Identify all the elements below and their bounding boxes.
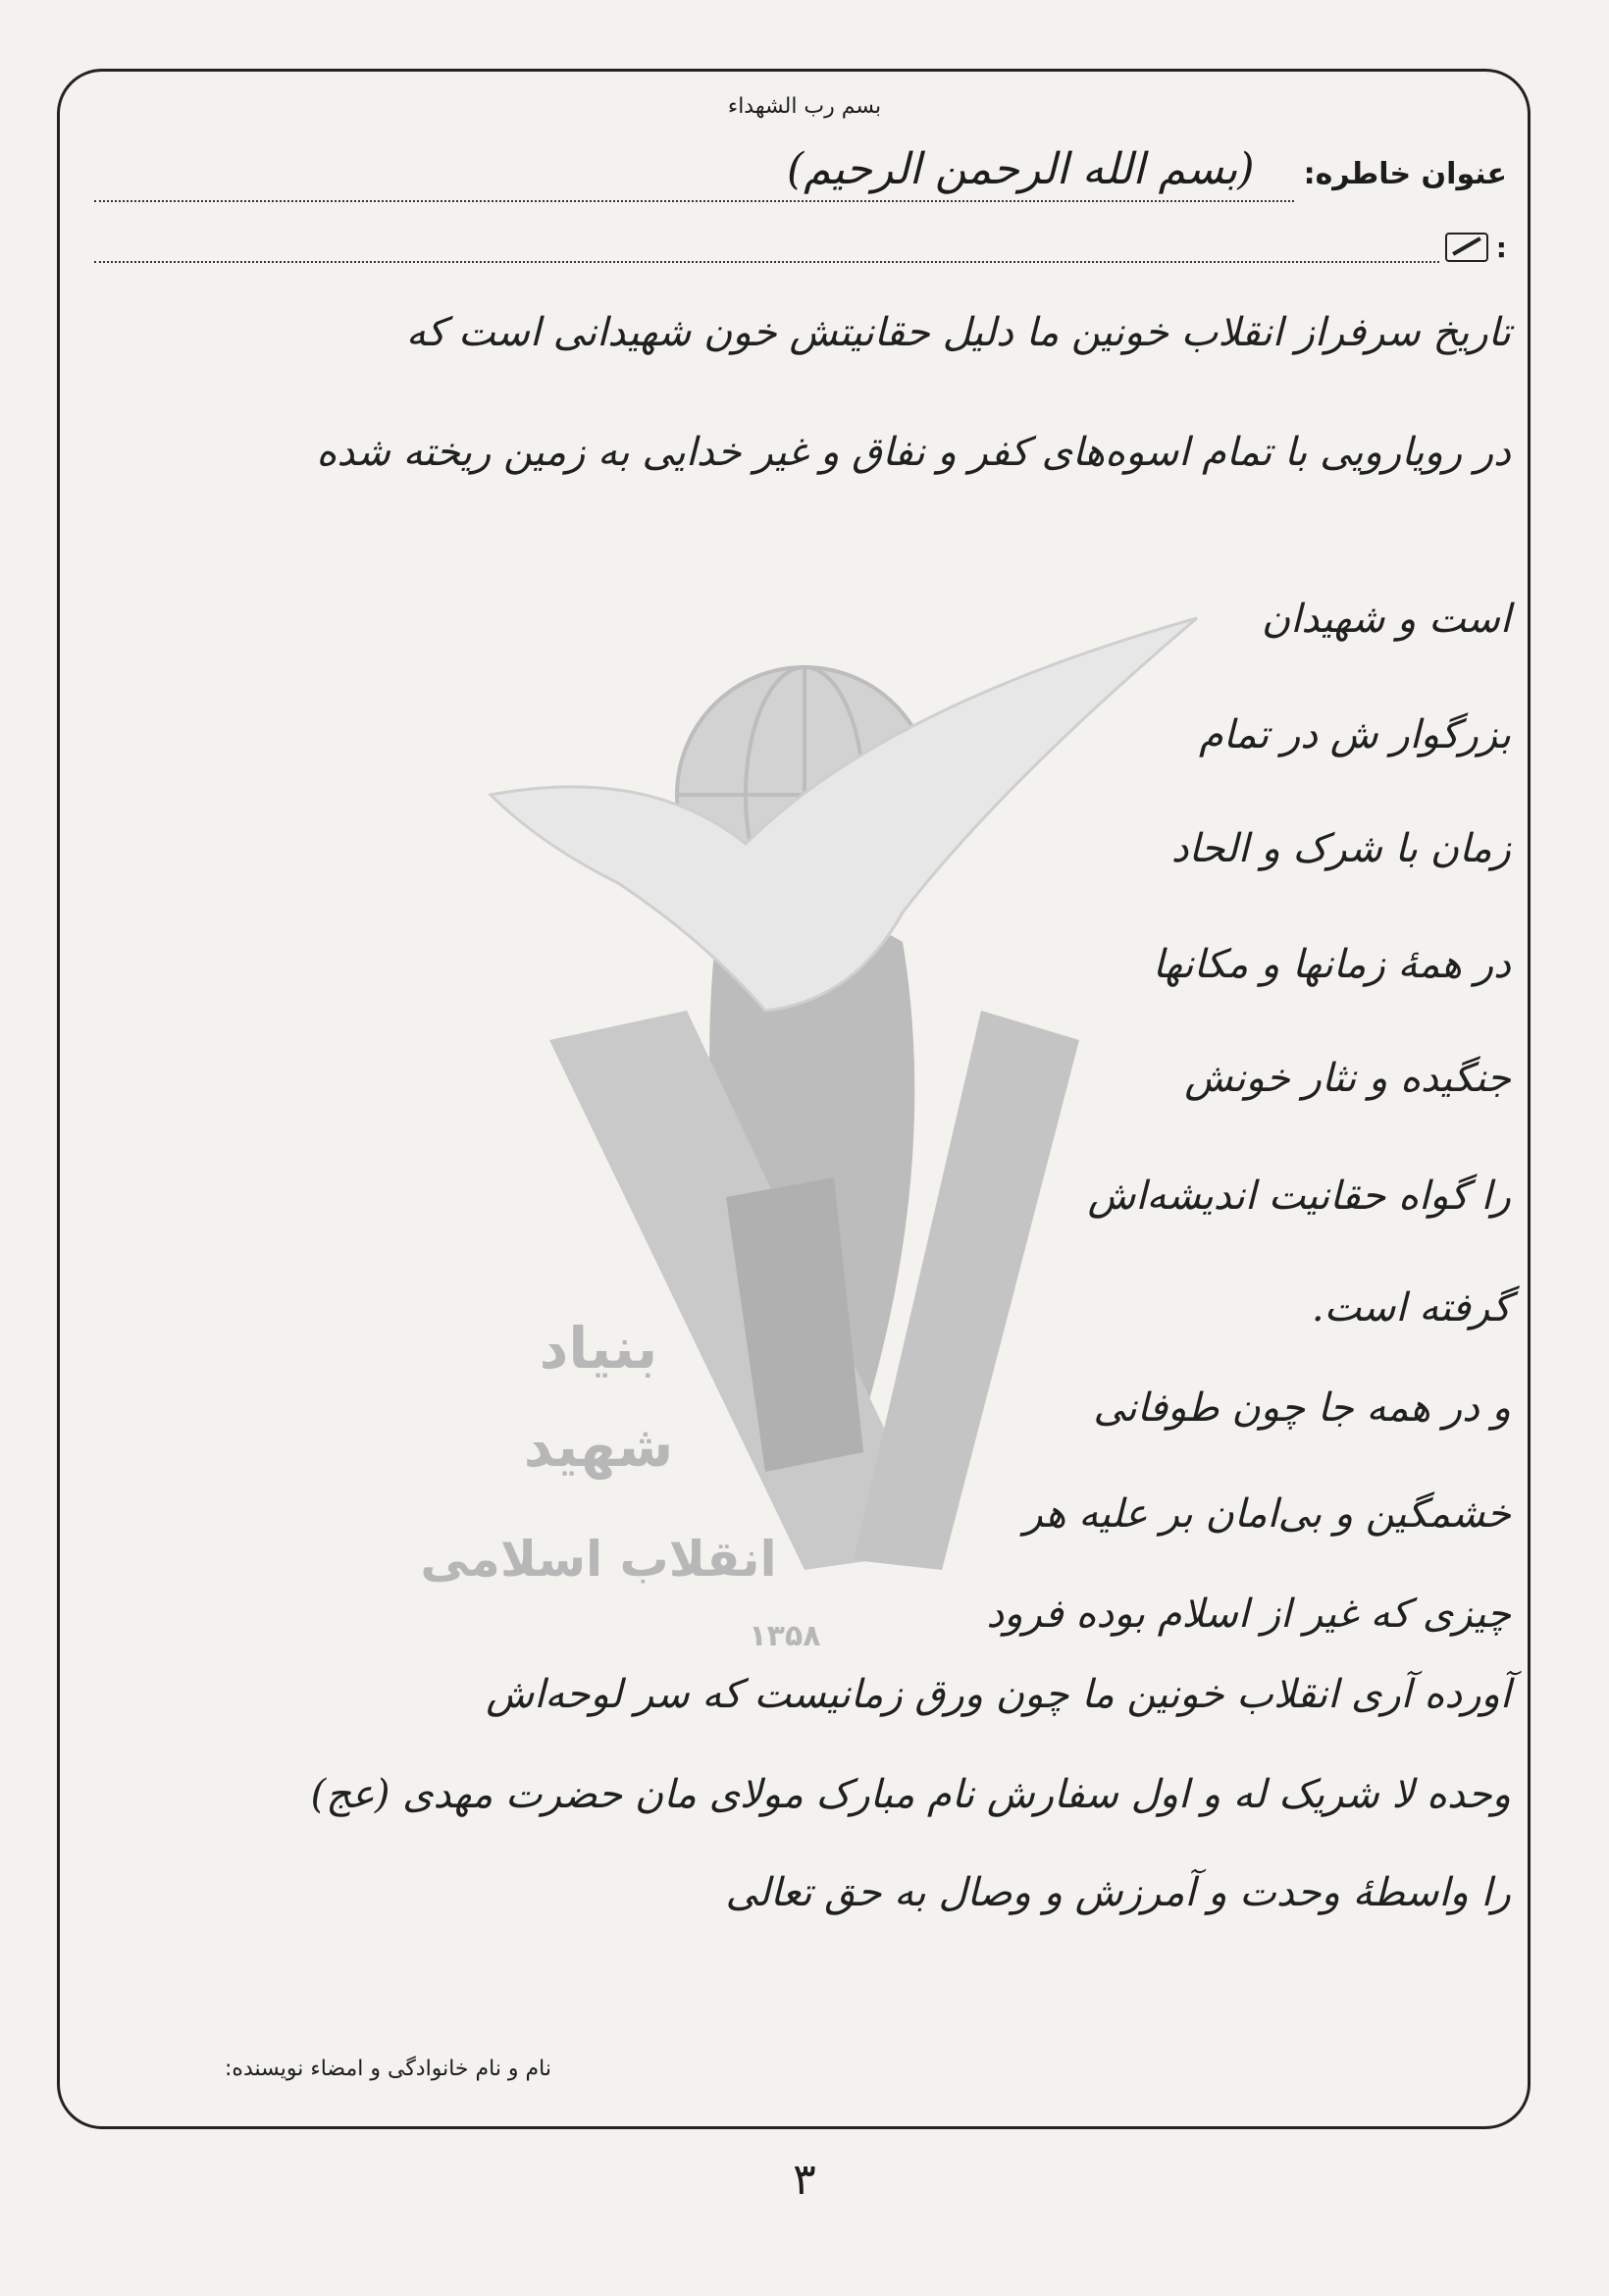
body-line: و در همه جا چون طوفانی: [1093, 1385, 1511, 1431]
body-line: زمان با شرک و الحاد: [1170, 826, 1511, 871]
body-line: تاریخ سرفراز انقلاب خونین ما دلیل حقانیتش خون شهیدانی است که: [405, 310, 1511, 355]
body-line: را گواه حقانیت اندیشه‌اش: [1087, 1174, 1511, 1219]
body-line: در رویارویی با تمام اسوه‌های کفر و نفاق و غیر خدایی به زمین ریخته شده: [316, 430, 1511, 475]
title-field: [94, 145, 1294, 202]
body-line: چیزی که غیر از اسلام بوده فرود: [986, 1592, 1511, 1637]
pen-writing-icon: [1445, 233, 1488, 262]
header-basmala: بسم رب الشهداء: [727, 94, 882, 119]
watermark-line2: شهید: [523, 1413, 674, 1480]
body-line: است و شهیدان: [1261, 597, 1511, 642]
title-value: (بسم الله الرحمن الرحیم): [787, 144, 1255, 194]
signature-label: نام و نام خانوادگی و امضاء نویسنده:: [225, 2057, 551, 2081]
page-number: ۳: [793, 2155, 816, 2205]
watermark-line3: انقلاب اسلامی: [420, 1531, 777, 1588]
pen-dotted-field: [94, 232, 1439, 263]
watermark-year: ۱۳۵۸: [749, 1619, 821, 1653]
body-line: بزرگوار ش در تمام: [1199, 712, 1511, 757]
body-line: در همهٔ زمانها و مکانها: [1152, 942, 1511, 987]
body-line: آورده آری انقلاب خونین ما چون ورق زمانیست که سر لوحه‌اش: [486, 1672, 1511, 1717]
body-line: را واسطهٔ وحدت و آمرزش و وصال به حق تعالی: [725, 1870, 1511, 1915]
body-line: خشمگین و بی‌امان بر علیه هر: [1023, 1491, 1511, 1537]
body-line: جنگیده و نثار خونش: [1184, 1056, 1511, 1101]
pen-colon: :: [1495, 231, 1507, 264]
title-label: عنوان خاطره:: [1303, 156, 1507, 191]
watermark-line1: بنیاد: [539, 1315, 658, 1382]
body-line: وحده لا شریک له و اول سفارش نام مبارک مولای مان حضرت مهدی (عج): [310, 1772, 1511, 1817]
title-row: [94, 139, 1507, 208]
pen-row: [94, 228, 1507, 267]
body-line: گرفته است.: [1311, 1285, 1511, 1331]
